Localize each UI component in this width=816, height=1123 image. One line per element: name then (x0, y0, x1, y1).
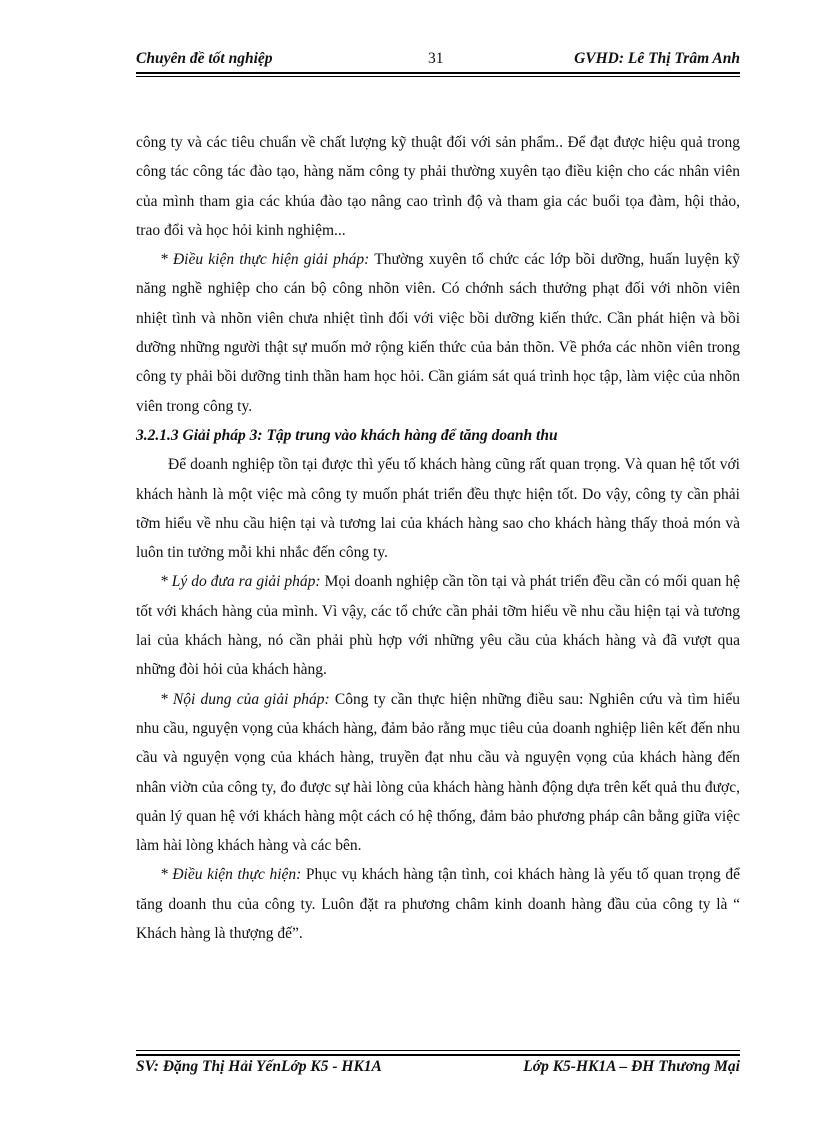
footer-rule-thin (136, 1050, 740, 1051)
header-advisor: GVHD: Lê Thị Trâm Anh (574, 50, 740, 67)
paragraph-lead: * Lý do đưa ra giải pháp: (160, 573, 321, 591)
paragraph-text: Công ty cần thực hiện những điều sau: Nghiên cứu và tìm hiểu nhu cầu, nguyện vọng của khách hàng, đảm bảo rằng mục tiêu của doanh nghiệp liên kết đến nhu cầu và nguyện vọng của khách hàng, truyền đạt nhu cầu và nguyện vọng của khách hàng đến nhân viờn của công ty, đo được sự hài lòng của khách hàng hành động dựa trên kết quả thu được, quản lý quan hệ với khách hàng một cách có hệ thống, đảm bảo phương pháp cân bằng giữa việc làm hài lòng khách hàng và các bên. (136, 690, 740, 855)
paragraph-text: Phục vụ khách hàng tận tình, coi khách hàng là yếu tố quan trọng để tăng doanh thu của công ty. Luôn đặt ra phương châm kinh doanh hàng đầu của công ty là “ Khách hàng là thượng đế”. (136, 866, 740, 943)
paragraph-lead: * Nội dung của giải pháp: (160, 690, 330, 708)
paragraph-reason (136, 567, 740, 684)
footer-school: Lớp K5-HK1A – ĐH Thương Mại (523, 1058, 740, 1075)
paragraph-lead: * Điều kiện thực hiện: (160, 866, 302, 884)
page-footer (136, 1056, 740, 1080)
paragraph-content (136, 685, 740, 861)
paragraph-text: Thường xuyên tổ chức các lớp bồi dưỡng, huấn luyện kỹ năng nghề nghiệp cho cán bộ công nhõn viên. Có chớnh sách thưởng phạt đối với nhõn viên nhiệt tình và nhõn viên chưa nhiệt tình đối với việc bồi dưỡng kiến thức. Cần phát hiện và bồi dưỡng những người thật sự muốn mở rộng kiến thức của bản thõn. Về phớa các nhõn viên trong công ty phải bồi dưỡng tinh thần ham học hỏi. Cần giám sát quá trình học tập, làm việc của nhõn viên trong công ty. (136, 251, 740, 415)
header-rule-thin (136, 76, 740, 77)
page-header (136, 46, 740, 74)
paragraph-conditions (136, 860, 740, 948)
paragraph-lead: * Điều kiện thực hiện giải pháp: (160, 251, 370, 269)
paragraph-text: Mọi doanh nghiệp cần tồn tại và phát triển đều cần có mối quan hệ tốt với khách hàng của mình. Vì vậy, các tổ chức cần phải tỡm hiểu về nhu cầu hiện tại và tương lai của khách hàng, nó cần phải phù hợp với những yêu cầu của khách hàng và đã vượt qua những đòi hỏi của khách hàng. (136, 573, 740, 679)
document-body (136, 128, 740, 948)
header-title: Chuyên đề tốt nghiệp (136, 50, 273, 67)
section-heading: 3.2.1.3 Giải pháp 3: Tập trung vào khách hàng để tăng doanh thu (136, 426, 558, 444)
page-number: 31 (428, 50, 444, 67)
paragraph-customer-focus: Để doanh nghiệp tồn tại được thì yếu tố khách hàng cũng rất quan trọng. Và quan hệ tốt với khách hành là một việc mà công ty muốn phát triển đều thực hiện tốt. Do vậy, công ty cần phải tỡm hiểu về nhu cầu hiện tại và tương lai của khách hàng sao cho khách hàng thấy thoả món và luôn tin tưởng mỗi khi nhắc đến công ty. (136, 456, 740, 562)
paragraph-implementation-conditions (136, 245, 740, 421)
paragraph-training: công ty và các tiêu chuẩn về chất lượng kỹ thuật đối với sản phẩm.. Để đạt được hiệu quả trong công tác công tác đào tạo, hàng năm công ty phải thường xuyên tạo điều kiện cho các nhân viên của mình tham gia các khúa đào tạo nâng cao trình độ và tham gia các buổi tọa đàm, hội thảo, trao đổi và học hỏi kinh nghiệm... (136, 134, 740, 239)
footer-student: SV: Đặng Thị Hải YếnLớp K5 - HK1A (136, 1058, 382, 1075)
header-rule-thick (136, 72, 740, 74)
